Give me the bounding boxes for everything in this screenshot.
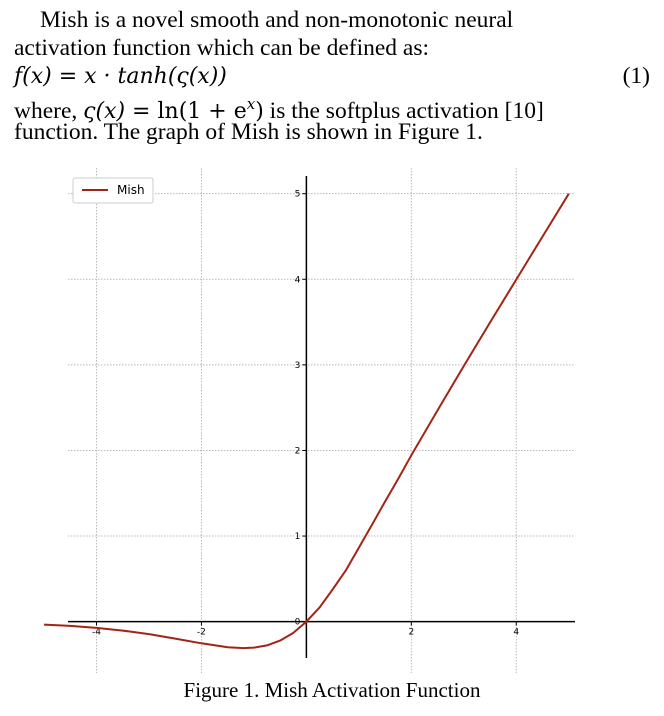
y-tick-label-0: 0 [294,617,301,628]
text-line-1: Mish is a novel smooth and non-monotonic neural [40,7,514,33]
y-tick-label-5: 5 [294,189,301,200]
y-tick-label-2: 2 [294,446,301,457]
chart-grid [68,168,575,673]
text-line-5: function. The graph of Mish is shown in Figure 1. [14,119,483,145]
text-line-4 [14,90,654,124]
softplus-exponent: x [246,95,256,113]
softplus-ln: ln(1 + e [157,98,247,124]
text-line-2: activation function which can be defined as: [14,35,430,61]
legend-label-mish: Mish [117,183,145,197]
chart-legend [73,178,153,203]
mish-chart [0,168,664,673]
equation-1 [14,62,654,90]
paper-text [14,6,654,146]
softplus-close: ) [255,98,264,124]
x-tick-label-3: 2 [408,627,415,638]
x-tick-label-0: -4 [91,627,101,638]
y-tick-label-4: 4 [294,275,301,286]
x-tick-label-1: -2 [196,627,206,638]
text-line-4-post: is the softplus activation [10] [263,97,544,124]
x-tick-label-4: 4 [513,627,520,638]
equation-1-body: f(x) = x · tanh(ς(x)) [14,64,227,89]
equation-1-number: (1) [622,63,650,89]
text-line-4-pre: where, [14,97,84,124]
y-tick-label-1: 1 [294,532,301,543]
figure-caption: Figure 1. Mish Activation Function [183,678,481,702]
softplus-lhs: ς(x) = [83,98,158,124]
chart-axes [68,176,575,658]
y-tick-label-3: 3 [294,360,301,371]
